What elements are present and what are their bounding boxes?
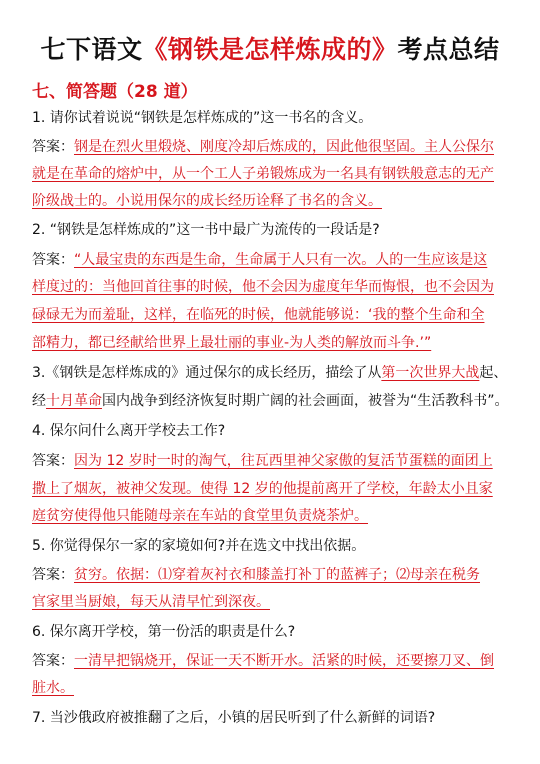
q3-part4: 国内战争到经济恢复时期广阔的社会画面，被誉为“生活教科书”。 bbox=[102, 393, 509, 409]
question-3-line-1 bbox=[32, 363, 507, 383]
answer-1-line-1 bbox=[32, 137, 494, 157]
answer-4-line-3: 庭贫穷使得他只能随母亲在车站的食堂里负责烧茶炉。 bbox=[32, 508, 368, 524]
answer-5-line-1 bbox=[32, 565, 480, 585]
q3-part2: 起、 bbox=[479, 365, 508, 381]
q3-highlight-2: 十月革命 bbox=[46, 393, 102, 409]
question-2: 2. “钢铁是怎样炼成的”这一书中最广为流传的一段话是? bbox=[32, 222, 380, 238]
question-7: 7. 当沙俄政府被推翻了之后，小镇的居民听到了什么新鲜的词语? bbox=[32, 710, 436, 726]
answer-6-line-1 bbox=[32, 651, 494, 671]
title-book: 《钢铁是怎样炼成的》 bbox=[142, 35, 398, 64]
answer-2-line-2: 样度过的：当他回首往事的时候，他不会因为虚度年华而悔恨，也不会因为 bbox=[32, 279, 494, 295]
q3-highlight-1: 第一次世界大战 bbox=[381, 365, 480, 381]
q3-part3: 经 bbox=[32, 393, 46, 409]
question-5: 5. 你觉得保尔一家的家境如何?并在选文中找出依据。 bbox=[32, 538, 366, 554]
answer-5-line-2: 官家里当厨娘，每天从清早忙到深夜。 bbox=[32, 594, 270, 610]
answer-1-text: 钢是在烈火里煅烧、刚度冷却后炼成的，因此他很坚固。主人公保尔 bbox=[74, 139, 494, 155]
answer-2-line-4: 部精力，都已经献给世界上最壮丽的事业-为人类的解放而斗争.’” bbox=[32, 335, 432, 351]
answer-4-line-2: 撒上了烟灰，被神父发现。使得 12 岁的他提前离开了学校，年龄太小且家 bbox=[32, 481, 493, 497]
answer-2-line-3: 碌碌无为而羞耻，这样，在临死的时候，他就能够说：‘我的整个生命和全 bbox=[32, 307, 485, 323]
answer-label: 答案： bbox=[32, 139, 74, 155]
answer-1-line-3: 阶级战士的。小说用保尔的成长经历诠释了书名的含义。 bbox=[32, 193, 382, 209]
answer-label: 答案： bbox=[32, 567, 74, 583]
answer-4-line-1 bbox=[32, 451, 493, 471]
answer-1-line-2: 就是在革命的熔炉中，从一个工人子弟锻炼成为一名具有钢铁般意志的无产 bbox=[32, 166, 494, 182]
answer-5-text: 贫穷。依据：⑴穿着灰衬衣和膝盖打补丁的蓝裤子；⑵母亲在税务 bbox=[74, 567, 480, 583]
q3-part1: 3.《钢铁是怎样炼成的》通过保尔的成长经历，描绘了从 bbox=[32, 365, 382, 381]
answer-label: 答案： bbox=[32, 453, 74, 469]
section-heading: 七、简答题（28 道） bbox=[32, 82, 198, 102]
question-3-line-2 bbox=[32, 391, 509, 411]
question-4: 4. 保尔问什么离开学校去工作? bbox=[32, 423, 226, 439]
answer-label: 答案： bbox=[32, 653, 74, 669]
answer-6-line-2: 脏水。 bbox=[32, 680, 74, 696]
answer-2-text: “人最宝贵的东西是生命，生命属于人只有一次。人的一生应该是这 bbox=[74, 252, 488, 268]
answer-4-text: 因为 12 岁时一时的淘气，往瓦西里神父家傲的复活节蛋糕的面团上 bbox=[74, 453, 493, 469]
answer-label: 答案： bbox=[32, 252, 74, 268]
answer-6-text: 一清早把锅烧开，保证一天不断开水。活紧的时候，还要擦刀叉、倒 bbox=[74, 653, 494, 669]
question-6: 6. 保尔离开学校，第一份活的职责是什么? bbox=[32, 624, 296, 640]
title-prefix: 七下语文 bbox=[40, 35, 143, 64]
title-suffix: 考点总结 bbox=[397, 35, 500, 64]
answer-2-line-1 bbox=[32, 250, 487, 270]
question-1: 1. 请你试着说说“钢铁是怎样炼成的”这一书名的含义。 bbox=[32, 110, 373, 126]
document-title bbox=[0, 30, 540, 66]
